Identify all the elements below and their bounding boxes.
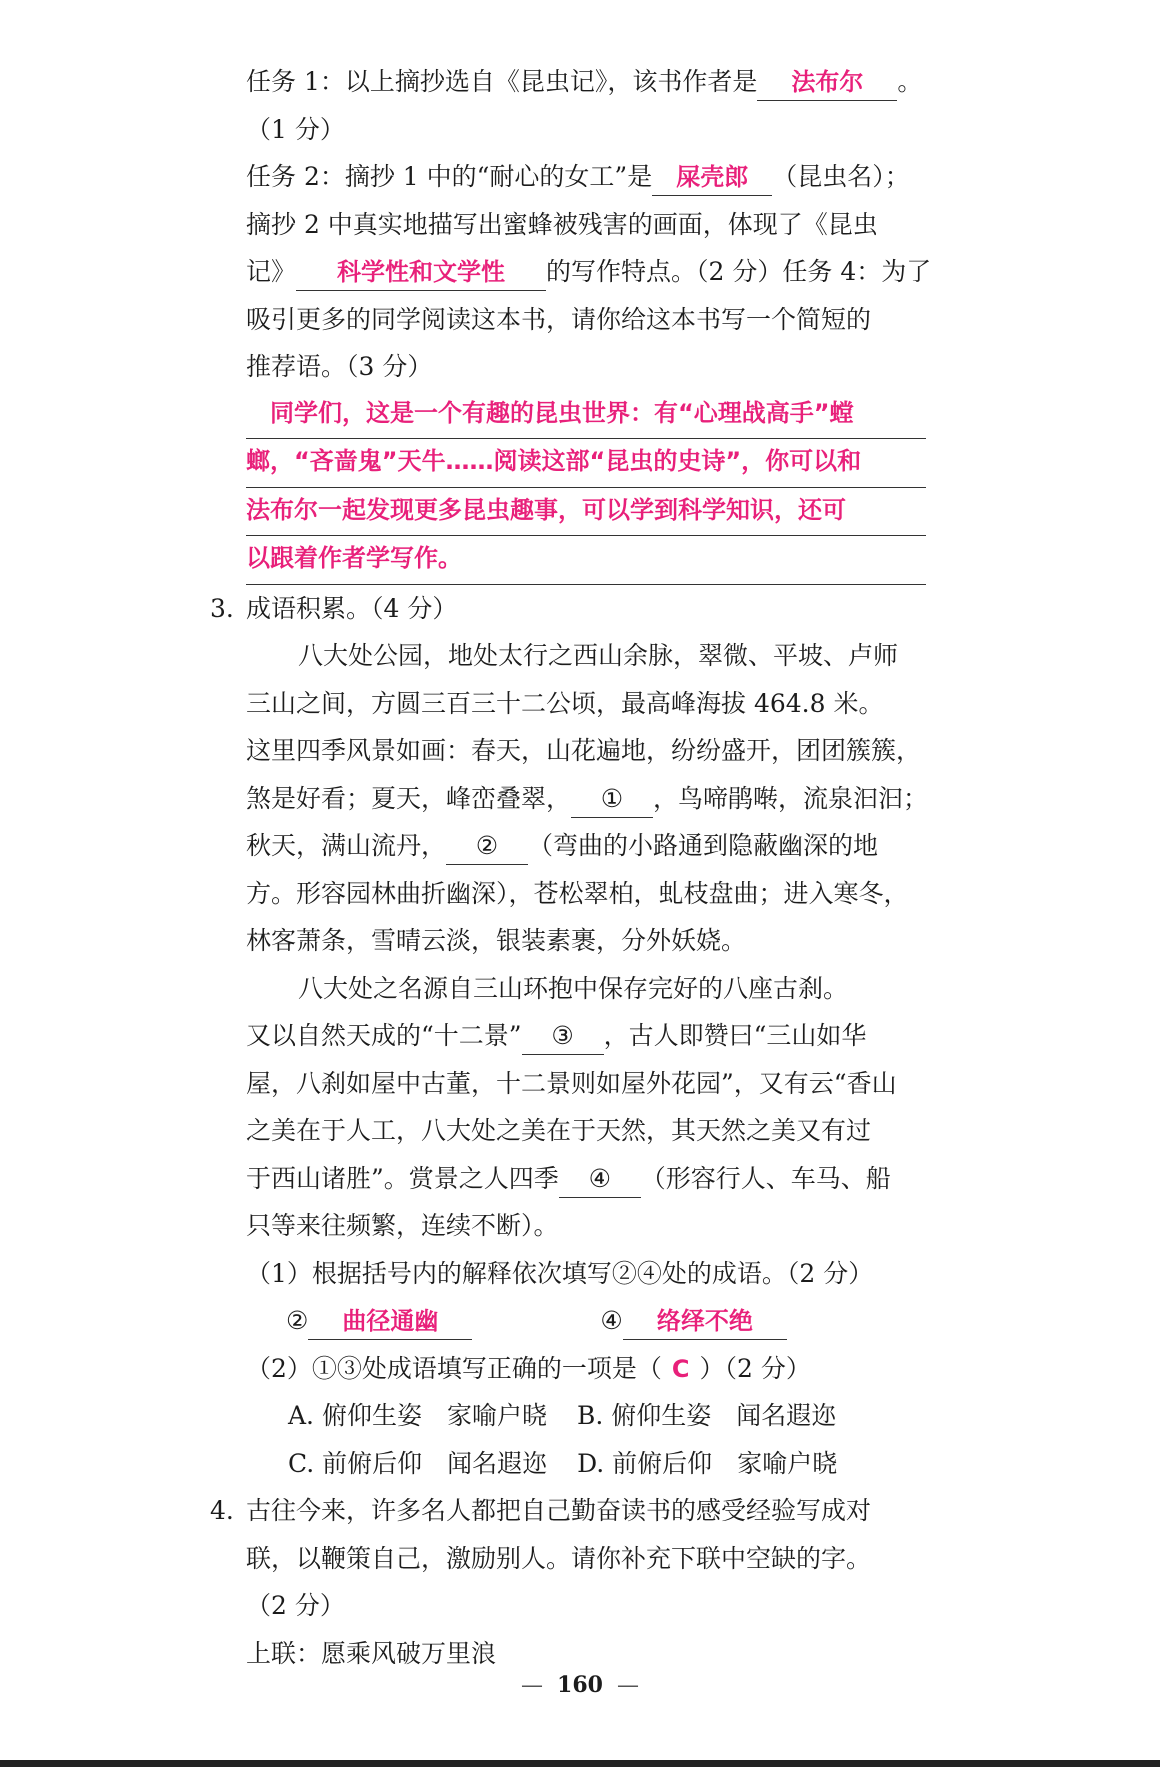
q3-sub1-answer2: 曲径通幽 xyxy=(308,1303,472,1340)
page-number: — 160 — xyxy=(521,1672,639,1698)
recommendation-line-2: 螂，“吝啬鬼”天牛……阅读这部“昆虫的史诗”，你可以和 xyxy=(246,439,926,488)
q3-p2-line6: 只等来往频繁，连续不断）。 xyxy=(246,1211,559,1240)
q3-p2-text-5b: （形容行人、车马、船 xyxy=(640,1163,891,1193)
task2-text-2: （昆虫名）； xyxy=(772,162,910,191)
task1-score: （1 分） xyxy=(246,114,345,144)
task2-line4: 吸引更多的同学阅读这本书，请你给这本书写一个简短的 xyxy=(246,304,872,334)
q4-number: 4. xyxy=(210,1496,234,1525)
q3-p1-text-4a: 煞是好看；夏天，峰峦叠翠， xyxy=(246,783,572,813)
q3-option-d: D. 前俯后仰 家喻户晓 xyxy=(577,1448,838,1478)
q3-blank-4: ④ xyxy=(559,1161,641,1198)
q3-p1-line5 xyxy=(246,822,926,870)
task2-line2: 摘抄 2 中真实地描写出蜜蜂被残害的画面，体现了《昆虫 xyxy=(246,209,878,239)
bottom-bar xyxy=(0,1760,1160,1767)
q3-sub1-answers xyxy=(246,1297,926,1345)
q3-p1-line7: 林客萧条，雪晴云淡，银装素裹，分外妖娆。 xyxy=(246,926,747,955)
recommendation-line-3: 法布尔一起发现更多昆虫趣事，可以学到科学知识，还可 xyxy=(246,488,926,537)
q3-p1-text-4b: ，鸟啼鹃啭，流泉汩汩； xyxy=(653,783,929,813)
q3-sub2-text-b: ）（2 分） xyxy=(699,1353,811,1383)
task1-line xyxy=(246,58,926,106)
task2-text-1: 任务 2：摘抄 1 中的“耐心的女工”是 xyxy=(246,162,653,191)
q3-p2-text-2a: 又以自然天成的“十二景” xyxy=(246,1021,522,1050)
task1-text: 任务 1：以上摘抄选自《昆虫记》，该书作者是 xyxy=(246,67,758,96)
task2-line3 xyxy=(246,248,932,296)
q3-p2-line1: 八大处之名源自三山环抱中保存完好的八座古刹。 xyxy=(298,973,849,1003)
q3-option-a: A. 俯仰生姿 家喻户晓 xyxy=(288,1401,547,1430)
q4-line3: （2 分） xyxy=(246,1591,345,1620)
text-body xyxy=(210,58,932,1677)
task2-line1 xyxy=(246,153,926,201)
q3-option-c: C. 前俯后仰 闻名遐迩 xyxy=(288,1448,548,1478)
q3-p2-line4: 之美在于人工，八大处之美在于天然，其天然之美又有过 xyxy=(246,1116,872,1145)
q3-p2-line3: 屋，八刹如屋中古董，十二景则如屋外花园”，又有云“香山 xyxy=(246,1068,897,1098)
q3-p1-text-5b: （弯曲的小路通到隐蔽幽深的地 xyxy=(528,831,879,860)
recommendation-line-1: 同学们，这是一个有趣的昆虫世界：有“心理战高手”螳 xyxy=(246,391,926,440)
q3-p1-line6: 方。形容园林曲折幽深），苍松翠柏，虬枝盘曲；进入寒冬， xyxy=(246,878,909,908)
task2-line5: 推荐语。（3 分） xyxy=(246,352,433,381)
q3-options-row2 xyxy=(246,1440,926,1488)
recommendation-line-4: 以跟着作者学写作。 xyxy=(246,536,926,585)
q3-blank-1: ① xyxy=(571,781,653,818)
q3-sub1-prompt: （1）根据括号内的解释依次填写②④处的成语。（2 分） xyxy=(246,1258,874,1288)
q3-option-b: B. 俯仰生姿 闻名遐迩 xyxy=(576,1401,837,1430)
q3-p2-line5 xyxy=(246,1155,926,1203)
q3-p1-line4 xyxy=(246,775,929,823)
q3-p2-text-5a: 于西山诸胜”。赏景之人四季 xyxy=(246,1163,559,1193)
q3-sub2-text-a: （2）①③处成语填写正确的一项是（ xyxy=(246,1353,662,1383)
q3-sub1-mark4: ④ xyxy=(600,1306,623,1335)
q4-line4: 上联：愿乘风破万里浪 xyxy=(246,1638,497,1668)
q3-options-row1 xyxy=(246,1392,926,1440)
q3-title: 成语积累。（4 分） xyxy=(246,593,458,623)
task2-text-4: 的写作特点。（2 分）任务 4：为了 xyxy=(546,257,932,286)
q3-sub1-answer4: 络绎不绝 xyxy=(623,1303,787,1340)
q3-p1-line2: 三山之间，方圆三百三十二公顷，最高峰海拔 464.8 米。 xyxy=(246,688,884,718)
q3-sub2-answer: C xyxy=(671,1354,690,1383)
q4-line1 xyxy=(210,1487,926,1535)
q4-text-1: 古往今来，许多名人都把自己勤奋读书的感受经验写成对 xyxy=(246,1496,872,1525)
page-number-value: 160 xyxy=(557,1672,603,1698)
q3-title-line xyxy=(210,585,926,633)
q3-sub2-prompt xyxy=(246,1345,926,1393)
q3-p2-text-2b: ，古人即赞曰“三山如华 xyxy=(603,1021,867,1050)
q3-p1-line1: 八大处公园，地处太行之西山余脉，翠微、平坡、卢师 xyxy=(298,641,899,670)
q3-p2-line2 xyxy=(246,1012,926,1060)
task1-end: 。 xyxy=(897,67,923,96)
q3-p1-line3: 这里四季风景如画：春天，山花遍地，纷纷盛开，团团簇簇， xyxy=(246,736,922,765)
task2-answer1: 屎壳郎 xyxy=(652,159,772,196)
q3-sub1-mark2: ② xyxy=(286,1306,309,1335)
q3-p1-text-5a: 秋天，满山流丹， xyxy=(246,831,447,860)
q3-blank-3: ③ xyxy=(522,1018,604,1055)
task1-answer: 法布尔 xyxy=(757,64,897,101)
q4-line2: 联，以鞭策自己，激励别人。请你补充下联中空缺的字。 xyxy=(246,1543,872,1573)
task2-text-3: 记》 xyxy=(246,257,297,286)
task2-answer2: 科学性和文学性 xyxy=(296,254,546,291)
q3-number: 3. xyxy=(210,593,234,623)
q3-blank-2: ② xyxy=(446,828,528,865)
